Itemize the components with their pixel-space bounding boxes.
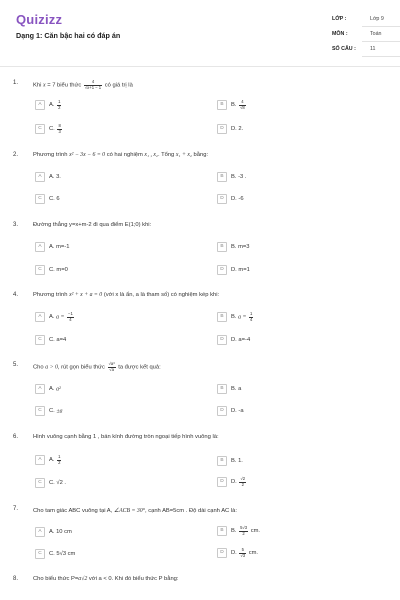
question-number: 5. [13,362,19,368]
text-part: , cạnh AB=5cm . Độ dài cạnh AC là: [144,508,237,514]
option-text: C. 5√3 cm [49,551,76,557]
fraction [239,477,246,487]
option-letter-box: D [217,194,227,204]
question-text [33,576,179,582]
text-part: Cho tam giác ABC vuông tại A, [33,508,113,514]
math-expression: a > 0 [45,364,58,371]
option-a[interactable] [35,100,62,110]
option-text: B. [231,528,237,534]
text-part: = 7 biểu thức [47,82,82,89]
option-text: A. 10 cm [49,529,72,535]
meta-underline [362,56,400,57]
text-part: Phương trình [33,292,68,298]
option-a[interactable] [35,312,75,322]
option-letter-box: C [35,335,45,345]
numerator: 1 [58,454,61,459]
option-text: C. m=0 [49,267,68,273]
fraction [57,455,61,465]
text-part: có hai nghiệm [106,152,143,158]
option-text: D. [231,550,237,556]
option-text: C. 6 [49,196,60,202]
option-b[interactable] [217,242,250,252]
math-expression: x² − 3x − 6 = 0 [69,152,106,158]
math-expression: ∠ACB = 30° [113,508,145,514]
denominator: 2 [58,459,61,465]
math-var: x [43,82,46,89]
option-letter-box: A [35,527,45,537]
option-text: cm. [250,528,261,534]
option-text: C. [49,126,55,132]
option-text: B. a [231,386,242,392]
option-d[interactable] [217,194,244,204]
math-expression: a² [56,386,61,393]
option-letter-box: B [217,384,227,394]
numerator: 4 [239,100,246,106]
option-d[interactable] [217,335,250,345]
option-letter-box: C [35,124,45,134]
option-d[interactable] [217,477,247,487]
numerator: 4 [84,80,102,86]
option-letter-box: B [217,242,227,252]
meta-underline [362,41,400,42]
option-letter-box: D [217,477,227,487]
option-letter-box: B [217,312,227,322]
text-part: có giá trị là [104,82,133,89]
meta-underline [362,26,400,27]
option-c[interactable] [35,335,66,345]
option-text: D. -6 [231,196,244,202]
option-text: D. a=-4 [231,337,251,343]
numerator: 8 [58,123,61,128]
option-letter-box: A [35,455,45,465]
option-letter-box: C [35,549,45,559]
option-text: C. [49,408,55,414]
denominator: 3 [58,128,61,134]
option-text: B. m=3 [231,244,250,250]
option-text: B. [231,314,237,320]
numerator: 5 [239,548,246,554]
option-b[interactable] [217,384,241,394]
denominator: 2 [242,530,245,536]
option-c[interactable] [35,406,63,416]
option-b[interactable] [217,172,246,182]
option-c[interactable] [35,549,75,559]
option-b[interactable] [217,312,254,322]
numerator: 1 [58,99,61,104]
question-number: 7. [13,506,19,512]
option-text: D. 2. [231,126,244,132]
question-text [33,362,161,372]
math-expression: x² + x + a = 0 [69,292,103,298]
question-number: 2. [13,152,19,158]
option-c[interactable] [35,194,60,204]
option-text: A. [49,102,55,108]
question-number: 1. [13,80,19,86]
quizizz-logo: Quizizz [16,12,63,27]
text-part: ta được kết quả: [118,364,161,371]
denominator: √x+1 − 1 [84,84,102,90]
meta-key: LỚP : [332,16,347,22]
numerator: √a³ [108,361,115,366]
text-part: Khi [33,82,42,89]
option-letter-box: A [35,384,45,394]
meta-value: 11 [370,46,376,52]
math-expression: x₁ , x₂ [144,152,158,158]
header-divider [0,66,400,67]
numerator: 1 [250,311,253,316]
meta-value: Toán [370,31,382,37]
question-text [33,508,237,514]
option-b[interactable] [217,526,260,536]
option-c[interactable] [35,265,68,275]
denominator: 2 [241,481,244,487]
text-part: , rút gọn biểu thức [57,364,105,371]
math-expression: a√2 [78,576,88,582]
option-text: D. -a [231,408,244,414]
option-text: A. 3. [49,174,61,180]
numerator: √2 [240,476,246,481]
option-text: B. 1. [231,458,243,464]
fraction [239,548,246,558]
fraction [57,124,61,134]
option-letter-box: B [217,456,227,466]
fraction [239,526,248,536]
fraction [67,312,74,322]
question-number: 8. [13,576,19,582]
option-a[interactable] [35,527,72,537]
text-part: Phương trình [33,152,68,158]
option-text: A. m=-1 [49,244,70,250]
question-text: Đường thẳng y=x+m-2 đi qua điểm E(1;0) khi: [33,222,152,228]
question-number: 3. [13,222,19,228]
option-text: D. [231,479,237,485]
option-text: C. a=4 [49,337,67,343]
text-part: Cho biểu thức P= [33,576,79,582]
option-letter-box: C [35,406,45,416]
option-letter-box: D [217,335,227,345]
option-letter-box: C [35,265,45,275]
option-d[interactable] [217,406,244,416]
meta-key: SỐ CÂU : [332,46,356,52]
option-letter-box: D [217,124,227,134]
denominator: 4 [69,316,72,322]
math-expression: a = [56,314,65,321]
option-letter-box: B [217,100,227,110]
fraction [57,100,61,110]
text-part: bằng: [193,152,209,158]
question-number: 6. [13,434,19,440]
option-text: B. -3 . [231,174,247,180]
option-letter-box: B [217,172,227,182]
fraction [239,100,246,110]
worksheet-header [0,0,400,66]
option-b[interactable] [217,456,243,466]
option-text: A. [49,314,55,320]
option-a[interactable] [35,172,61,182]
option-letter-box: D [217,406,227,416]
question-number: 4. [13,292,19,298]
meta-key: MÔN : [332,31,348,37]
option-letter-box: A [35,242,45,252]
fraction [84,80,102,90]
option-c[interactable] [35,124,63,134]
math-expression: x₁ + x₂ [175,152,192,158]
text-part: . Tổng [157,152,175,158]
meta-value: Lớp 9 [370,16,384,22]
worksheet-title: Dạng 1: Căn bậc hai có đáp án [16,31,121,40]
denominator: √8 [240,104,245,110]
math-expression: ±a [56,408,63,415]
question-text [33,292,219,298]
option-text: D. m=1 [231,267,250,273]
option-text: C. √2 . [49,480,67,486]
option-d[interactable] [217,265,250,275]
question-text [33,152,208,158]
denominator: 2 [58,104,61,110]
option-d[interactable] [217,124,243,134]
option-c[interactable] [35,478,66,488]
option-letter-box: A [35,100,45,110]
option-letter-box: A [35,312,45,322]
option-letter-box: C [35,194,45,204]
option-text: cm. [248,550,259,556]
option-b[interactable] [217,100,247,110]
denominator: √3 [240,552,246,558]
question-text: Hình vuông cạnh bằng 1 , bán kính đường tròn ngoại tiếp hình vuông là: [33,434,219,440]
option-letter-box: B [217,526,227,536]
denominator: 4 [250,316,253,322]
text-part: (với x là ẩn, a là tham số) có nghiệm kép khi: [103,292,220,298]
numerator: −1 [68,311,73,316]
option-text: A. [49,386,55,392]
option-d[interactable] [217,548,258,558]
option-text: B. [231,102,237,108]
numerator: 5√3 [240,525,248,530]
option-a[interactable] [35,242,69,252]
denominator: √a [109,366,114,372]
text-part: với a < 0. Khi đó biểu thức P bằng: [88,576,179,582]
fraction [249,312,253,322]
text-part: Cho [33,364,44,371]
question-text [33,80,133,90]
math-expression: a = [238,314,247,321]
option-letter-box: D [217,265,227,275]
fraction [108,362,116,372]
option-text: A. [49,457,55,463]
option-letter-box: D [217,548,227,558]
option-a[interactable] [35,455,62,465]
option-a[interactable] [35,384,61,394]
option-letter-box: C [35,478,45,488]
option-letter-box: A [35,172,45,182]
